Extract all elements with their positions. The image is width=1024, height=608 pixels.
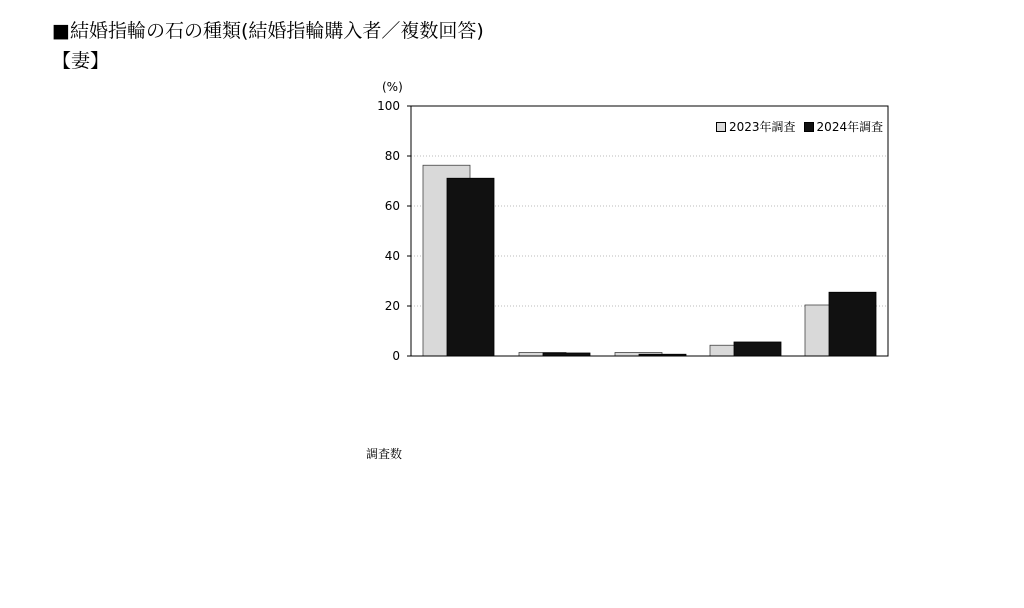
y-tick-label: 20 bbox=[384, 299, 400, 313]
legend-label-2023: 2023年調査 bbox=[729, 120, 796, 134]
y-tick-label: 80 bbox=[384, 149, 400, 163]
page-subtitle: 【妻】 bbox=[52, 50, 110, 72]
chart-legend bbox=[716, 118, 891, 135]
legend-swatch-2023 bbox=[716, 122, 726, 132]
y-tick-label: 60 bbox=[384, 199, 400, 213]
y-tick-label: 100 bbox=[377, 99, 400, 113]
bar-2024 bbox=[734, 342, 781, 356]
y-tick-label: 0 bbox=[392, 349, 400, 363]
bar-2024 bbox=[447, 178, 494, 356]
bar-2024 bbox=[829, 292, 876, 356]
legend-label-2024: 2024年調査 bbox=[816, 120, 884, 134]
legend-swatch-2024 bbox=[804, 122, 814, 132]
page-title: ■結婚指輪の石の種類(結婚指輪購入者／複数回答) bbox=[52, 20, 484, 42]
y-tick-label: 40 bbox=[384, 249, 400, 263]
n-header: 調査数 bbox=[366, 447, 403, 461]
y-axis-unit-label: (%) bbox=[382, 80, 403, 94]
